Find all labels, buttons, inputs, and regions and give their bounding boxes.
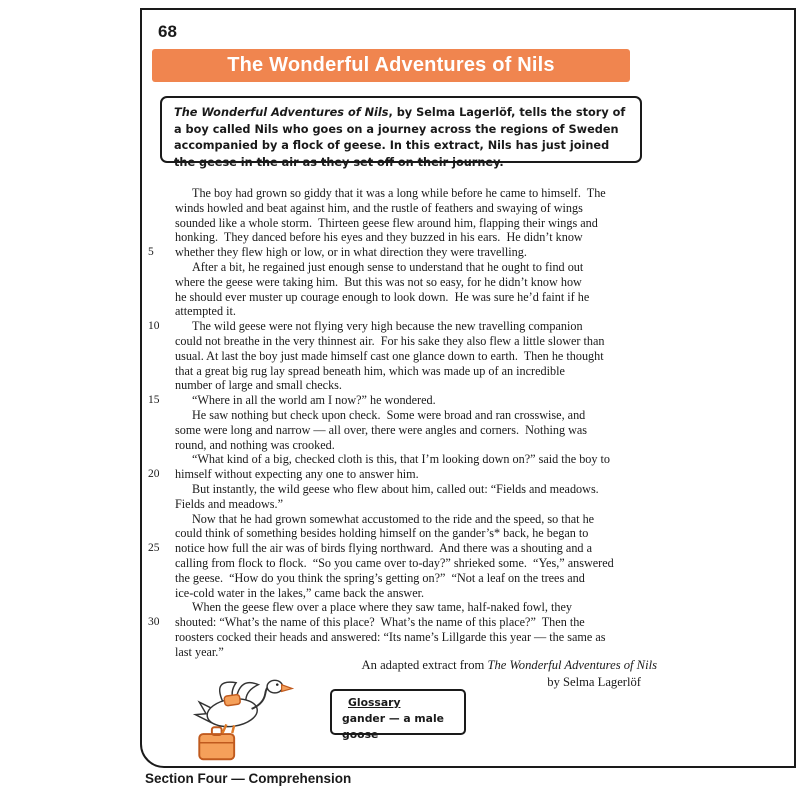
glossary-heading: Glossary <box>348 696 401 709</box>
line-number <box>148 556 175 571</box>
passage-lines <box>148 186 668 660</box>
line-number <box>148 201 175 216</box>
attribution-book-title: The Wonderful Adventures of Nils <box>487 658 657 672</box>
passage-line <box>148 452 668 467</box>
line-text: ice-cold water in the lakes,” came back the answer. <box>175 585 425 600</box>
line-text: usual. At last the boy just made himself cast one glance down to earth. Then he thought <box>175 348 604 363</box>
passage-line <box>148 378 668 393</box>
line-number: 15 <box>148 394 160 407</box>
line-text: shouted: “What’s the name of this place? What’s the name of this place?” Then the <box>175 615 585 630</box>
passage-line <box>148 334 668 349</box>
passage <box>148 186 668 660</box>
page-number: 68 <box>158 22 177 41</box>
line-number: 10 <box>148 320 160 333</box>
line-number: 25 <box>148 542 160 555</box>
line-text: roosters cocked their heads and answered: “Its name’s Lillgarde this year — the same as <box>175 629 606 644</box>
passage-line <box>148 186 668 201</box>
line-text: The wild geese were not flying very high because the new travelling companion <box>192 319 583 334</box>
line-text: Now that he had grown somewhat accustomed to the ride and the speed, so that he <box>192 511 595 526</box>
passage-line <box>148 615 668 630</box>
line-text: notice how full the air was of birds flying northward. And there was a shouting and a <box>175 541 592 556</box>
line-number <box>148 571 175 586</box>
passage-line <box>148 630 668 645</box>
section-footer: Section Four — Comprehension <box>145 771 352 786</box>
glossary-box <box>330 689 466 741</box>
passage-line <box>148 216 668 231</box>
line-text: He saw nothing but check upon check. Some were broad and ran crosswise, and <box>192 407 586 422</box>
line-number <box>148 304 175 319</box>
line-text: some were long and narrow — all over, there were angles and corners. Nothing was <box>175 422 588 437</box>
line-text: himself without expecting any one to answer him. <box>175 467 419 482</box>
line-text: sounded like a whole storm. Thirteen geese flew around him, flapping their wings and <box>175 215 598 230</box>
line-number <box>148 586 175 601</box>
passage-line <box>148 393 668 408</box>
passage-line <box>148 304 668 319</box>
passage-line <box>148 349 668 364</box>
passage-line <box>148 438 668 453</box>
goose-illustration <box>184 674 294 766</box>
line-text: the geese. “How do you think the spring’s getting on?” “Not a leaf on the trees and <box>175 570 585 585</box>
line-text: The boy had grown so giddy that it was a long while before he came to himself. The <box>192 186 606 200</box>
passage-line <box>148 423 668 438</box>
line-number: 30 <box>148 616 160 629</box>
passage-line <box>148 482 668 497</box>
line-number <box>148 497 175 512</box>
passage-line <box>148 275 668 290</box>
passage-line <box>148 541 668 556</box>
glossary-entry: gander — a male goose <box>342 712 444 741</box>
line-text: Fields and meadows.” <box>175 496 283 511</box>
passage-line <box>148 245 668 260</box>
passage-line <box>148 364 668 379</box>
line-text: “What kind of a big, checked cloth is this, that I’m looking down on?” said the boy to <box>192 452 611 467</box>
line-number <box>148 275 175 290</box>
line-text: “Where in all the world am I now?” he wondered. <box>192 393 436 408</box>
line-number <box>148 630 175 645</box>
passage-line <box>148 556 668 571</box>
line-text: that a great big rug lay spread beneath him, which was made up of an incredible <box>175 363 565 378</box>
line-text: But instantly, the wild geese who flew about him, called out: “Fields and meadows. <box>192 481 599 496</box>
line-number <box>148 260 175 275</box>
line-number <box>148 408 175 423</box>
line-text: where the geese were taking him. But this was not so easy, for he didn’t know how <box>175 274 582 289</box>
line-text: could think of something besides holding himself on the gander’s* back, he began to <box>175 526 589 541</box>
passage-line <box>148 230 668 245</box>
line-number <box>148 364 175 379</box>
line-text: number of large and small checks. <box>175 378 342 393</box>
line-number: 20 <box>148 468 160 481</box>
line-text: When the geese flew over a place where they saw tame, half-naked fowl, they <box>192 600 573 615</box>
line-number <box>148 349 175 364</box>
passage-line <box>148 319 668 334</box>
passage-line <box>148 526 668 541</box>
attribution-line <box>148 658 657 673</box>
line-text: whether they flew high or low, or in what direction they were travelling. <box>175 245 527 260</box>
line-number <box>148 526 175 541</box>
line-number <box>148 512 175 527</box>
line-number <box>148 290 175 305</box>
attribution-byline: by Selma Lagerlöf <box>547 675 641 689</box>
passage-line <box>148 586 668 601</box>
line-number <box>148 334 175 349</box>
line-number <box>148 600 175 615</box>
line-text: attempted it. <box>175 304 236 319</box>
passage-line <box>148 408 668 423</box>
line-text: calling from flock to flock. “So you came over to-day?” shrieked some. “Yes,” answered <box>175 555 614 570</box>
passage-line <box>148 512 668 527</box>
line-number <box>148 452 175 467</box>
line-text: round, and nothing was crooked. <box>175 437 335 452</box>
attribution-prefix: An adapted extract from <box>361 658 488 672</box>
line-number <box>148 438 175 453</box>
passage-line <box>148 600 668 615</box>
page-title: The Wonderful Adventures of Nils <box>227 54 555 76</box>
line-text: winds howled and beat against him, and the rustle of feathers and swaying of wings <box>175 200 583 215</box>
line-text: honking. They danced before his eyes and they buzzed in his ears. He didn’t know <box>175 230 583 245</box>
line-number <box>148 378 175 393</box>
line-text: he should ever muster up courage enough to look down. He was sure he’d faint if he <box>175 289 590 304</box>
line-number <box>148 230 175 245</box>
line-number <box>148 482 175 497</box>
passage-line <box>148 571 668 586</box>
line-number <box>148 186 175 201</box>
line-number <box>148 216 175 231</box>
line-text: could not breathe in the very thinnest air. For his sake they also flew a little slower than <box>175 333 605 348</box>
goose-beak-icon <box>282 685 293 692</box>
suitcase-icon <box>199 734 234 759</box>
line-text: After a bit, he regained just enough sense to understand that he ought to find out <box>192 259 584 274</box>
passage-line <box>148 290 668 305</box>
passage-line <box>148 201 668 216</box>
line-number <box>148 423 175 438</box>
title-banner <box>152 49 630 82</box>
line-number: 5 <box>148 246 154 259</box>
passage-line <box>148 467 668 482</box>
page-frame <box>140 8 796 768</box>
intro-book-title: The Wonderful Adventures of Nils <box>174 106 389 119</box>
line-text: last year.” <box>175 644 224 659</box>
passage-line <box>148 260 668 275</box>
intro-text: , by Selma Lagerlöf, tells the story of a boy called Nils who goes on a journey across the regions of Sweden accompanied by a flock of geese. In this extract, Nils has just joined the geese in the air as they set off on their journey. <box>174 106 626 169</box>
intro-box <box>160 96 642 169</box>
passage-line <box>148 497 668 512</box>
